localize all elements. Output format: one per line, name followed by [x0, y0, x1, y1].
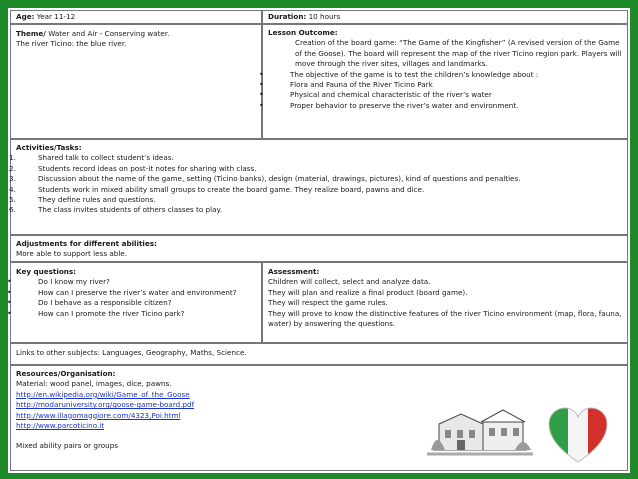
- activity-item: 2. Students record ideas on post-it notes for sharing with class.: [9, 163, 257, 173]
- assessment-line: They will prove to know the distinctive features of the river Ticino environment (map, flora, fauna, water) by answering the questions.: [268, 308, 622, 329]
- italian-flag-heart-icon: [547, 406, 609, 464]
- duration-value: 10 hours: [308, 12, 341, 21]
- resource-link-parcoticino[interactable]: http://www.parcoticino.it: [16, 421, 105, 431]
- theme-line1: Water and Air - Conserving water.: [48, 29, 170, 38]
- outcome-bullet: • Physical and chemical characteristic of the river’s water: [268, 90, 622, 100]
- duration-cell: [262, 10, 628, 24]
- adjustments-label: Adjustments for different abilities:: [16, 239, 157, 248]
- key-question-item: • Do I know my river?: [16, 277, 256, 287]
- outcome-bullet: • Proper behavior to preserve the river’s water and environment.: [268, 101, 622, 111]
- activities-label: Activities/Tasks:: [16, 143, 82, 152]
- duration-label: Duration:: [268, 12, 307, 21]
- key-question-item: • Do I behave as a responsible citizen?: [16, 298, 256, 308]
- lesson-outcome-label: Lesson Outcome:: [268, 28, 338, 37]
- activity-item: 3. Discussion about the name of the game, setting (Ticino banks), design (material, drawings, pictures), kind of questions and penalties.: [9, 174, 521, 184]
- resources-label: Resources/Organisation:: [16, 369, 116, 378]
- assessment-label: Assessment:: [268, 267, 320, 276]
- activities-cell: [10, 139, 628, 235]
- key-question-item: • How can I promote the river Ticino park?: [16, 309, 256, 319]
- key-questions-cell: [10, 262, 262, 343]
- lesson-outcome-cell: [262, 24, 628, 139]
- theme-line2: The river Ticino: the blue river.: [16, 39, 127, 49]
- resource-link-illagomaggiore[interactable]: http://www.illagomaggiore.com/4323,Poi.html: [16, 410, 181, 420]
- outcome-bullet: • The objective of the game is to test the children’s knowledge about :: [268, 70, 622, 80]
- theme-cell: [10, 24, 262, 139]
- outcome-bullet: • Flora and Fauna of the River Ticino Park: [268, 80, 622, 90]
- age-label: Age:: [16, 12, 35, 21]
- activity-item: 5. They define rules and questions.: [9, 195, 156, 205]
- age-cell: [10, 10, 262, 24]
- assessment-line: They will respect the game rules.: [268, 298, 388, 308]
- age-value: Year 11-12: [36, 12, 76, 21]
- activity-item: 6. The class invites students of others classes to play.: [9, 205, 223, 215]
- links-text: Links to other subjects: Languages, Geography, Maths, Science.: [16, 348, 247, 357]
- assessment-cell: [262, 262, 628, 343]
- assessment-line: Children will collect, select and analyze data.: [268, 277, 431, 287]
- assessment-line: They will plan and realize a final product (board game).: [268, 287, 468, 297]
- activity-item: 4. Students work in mixed ability small groups to create the board game. They realize board, pawns and dice.: [9, 184, 425, 194]
- resource-link-modaruniversity[interactable]: http://modaruniversity.org/goose-game-board.pdf: [16, 400, 195, 410]
- lesson-outcome-description: Creation of the board game: “The Game of the Kingfisher” (A revised version of the Game of the Goose). The board will represent the map of the river Ticino region park. Players will move through the river sites, villages and landmarks.: [295, 38, 622, 69]
- adjustments-cell: [10, 235, 628, 262]
- activities-list: [9, 153, 622, 215]
- resource-link-wikipedia[interactable]: http://en.wikipedia.org/wiki/Game_of_the_Goose: [16, 389, 190, 399]
- resources-grouping: Mixed ability pairs or groups: [16, 441, 119, 451]
- school-building-image: [427, 400, 533, 460]
- adjustments-text: More able to support less able.: [16, 249, 128, 259]
- key-questions-label: Key questions:: [16, 267, 77, 276]
- key-question-item: • How can I preserve the river’s water and environment?: [16, 288, 256, 298]
- resources-cell: [10, 365, 628, 471]
- theme-label: Theme/: [16, 29, 46, 38]
- key-questions-list: [16, 277, 256, 319]
- resources-material: Material: wood panel, images, dice, pawns.: [16, 379, 172, 389]
- lesson-outcome-bullets: [268, 70, 622, 112]
- activity-item: 1. Shared talk to collect student’s ideas.: [9, 153, 174, 163]
- lesson-plan-page: [8, 8, 630, 473]
- links-cell: [10, 343, 628, 365]
